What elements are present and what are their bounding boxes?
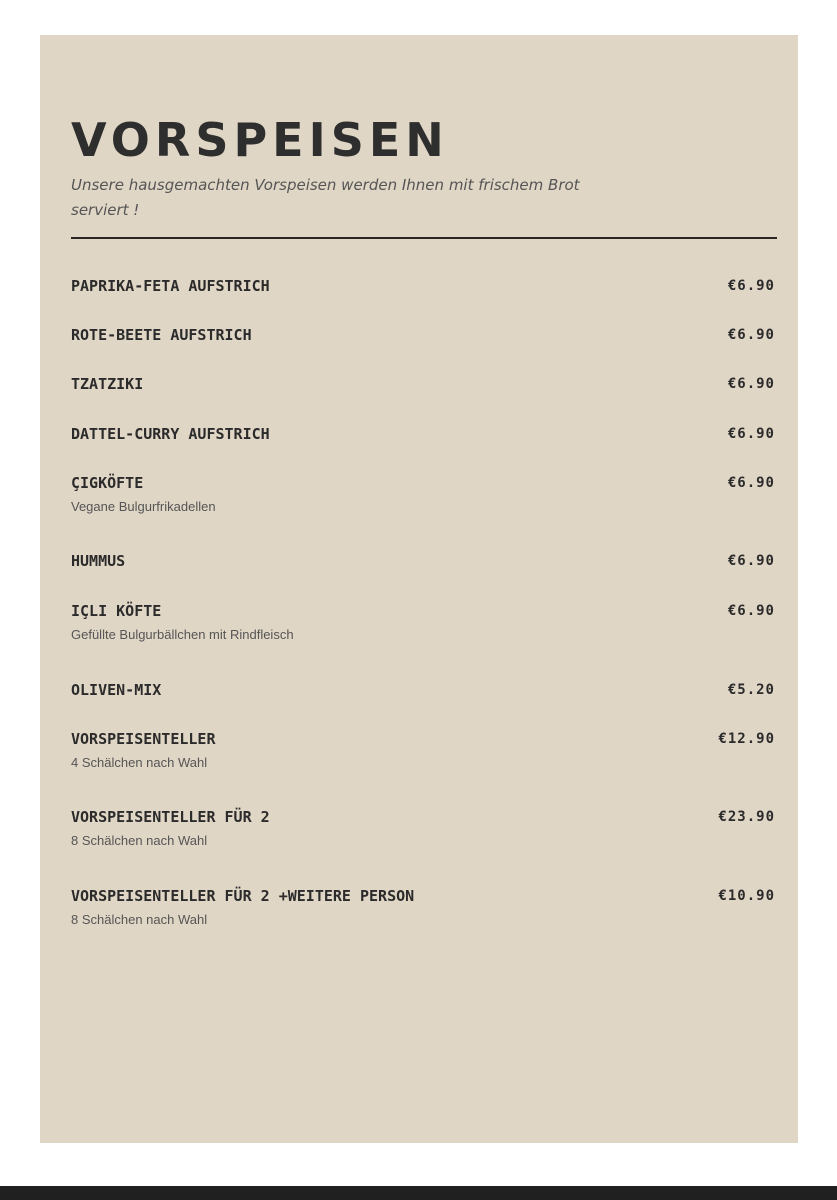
item-description: Vegane Bulgurfrikadellen <box>71 499 216 514</box>
item-name: ÇIGKÖFTE <box>71 474 144 492</box>
item-name: ROTE-BEETE AUFSTRICH <box>71 326 252 344</box>
item-price: €6.90 <box>727 553 775 569</box>
item-name: HUMMUS <box>71 552 126 570</box>
item-name: IÇLI KÖFTE <box>71 602 162 620</box>
item-name: OLIVEN-MIX <box>71 681 162 699</box>
item-price: €6.90 <box>727 475 775 491</box>
menu-title: VORSPEISEN <box>71 113 449 167</box>
bottom-bar <box>0 1186 837 1200</box>
item-price: €6.90 <box>727 376 775 392</box>
item-name: DATTEL-CURRY AUFSTRICH <box>71 425 270 443</box>
item-price: €6.90 <box>727 327 775 343</box>
item-price: €12.90 <box>718 731 775 747</box>
item-price: €5.20 <box>727 682 775 698</box>
item-description: 8 Schälchen nach Wahl <box>71 912 208 927</box>
item-name: PAPRIKA-FETA AUFSTRICH <box>71 277 270 295</box>
item-name: TZATZIKI <box>71 375 144 393</box>
item-name: VORSPEISENTELLER <box>71 730 216 748</box>
divider <box>71 237 777 239</box>
menu-card <box>40 35 798 1143</box>
item-name: VORSPEISENTELLER FÜR 2 <box>71 808 270 826</box>
item-price: €6.90 <box>727 426 775 442</box>
item-price: €6.90 <box>727 603 775 619</box>
item-price: €10.90 <box>718 888 775 904</box>
item-price: €6.90 <box>727 278 775 294</box>
menu-subtitle: Unsere hausgemachten Vorspeisen werden Ihnen mit frischem Brot serviert ! <box>71 176 580 219</box>
item-description: 8 Schälchen nach Wahl <box>71 833 208 848</box>
item-description: Gefüllte Bulgurbällchen mit Rindfleisch <box>71 627 294 642</box>
item-name: VORSPEISENTELLER FÜR 2 +WEITERE PERSON <box>71 887 415 905</box>
item-price: €23.90 <box>718 809 775 825</box>
item-description: 4 Schälchen nach Wahl <box>71 755 208 770</box>
